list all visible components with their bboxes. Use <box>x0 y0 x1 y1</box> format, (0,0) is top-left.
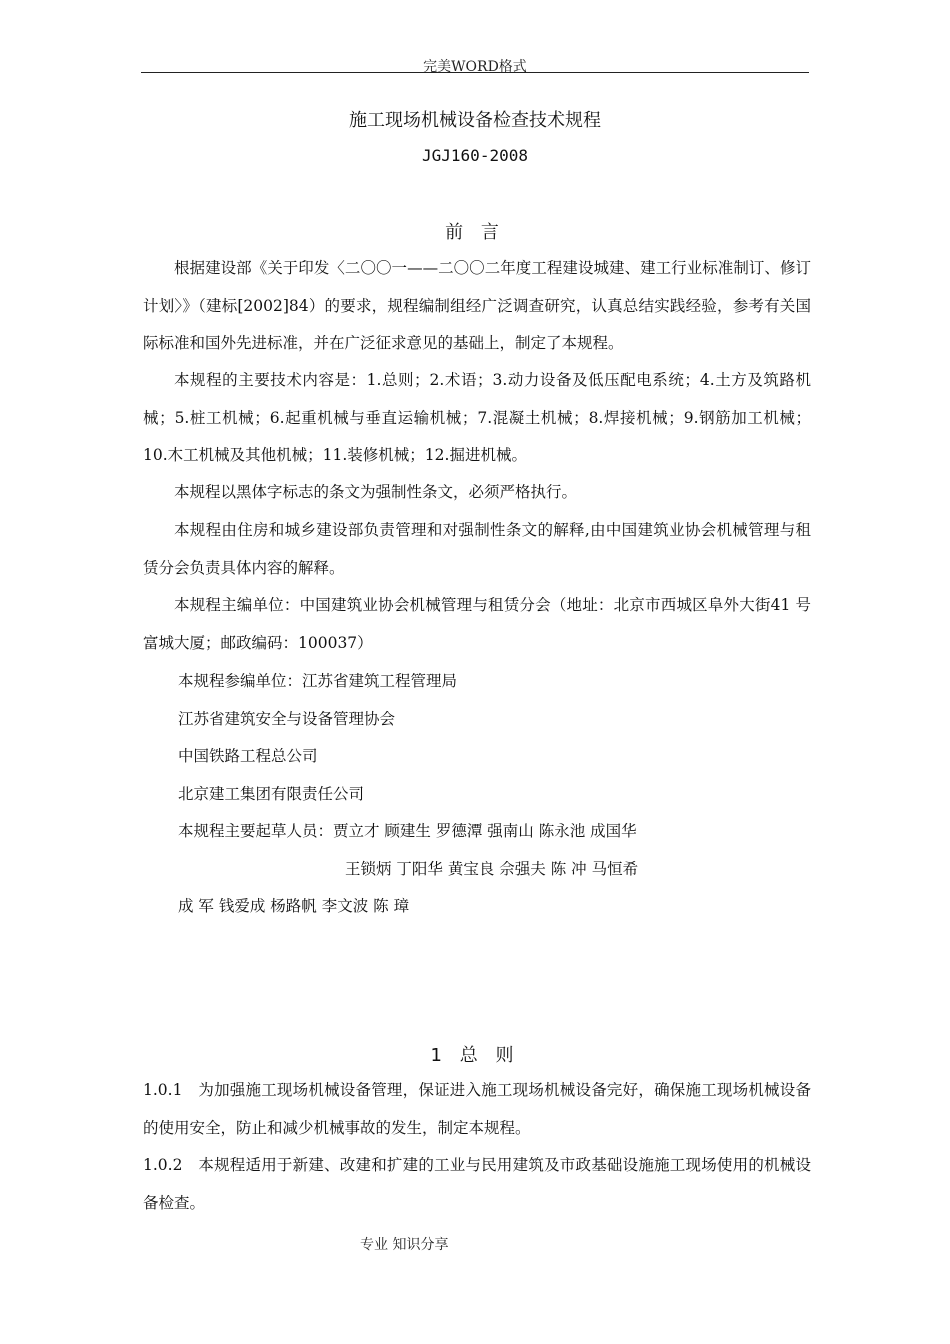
clause-1-0-2: 1.0.2 本规程适用于新建、改建和扩建的工业与民用建筑及市政基础设施施工现场使用的机械设备检查。 <box>143 1156 811 1212</box>
preface-paragraph-5: 本规程主编单位：中国建筑业协会机械管理与租赁分会（地址：北京市西城区阜外大街41 号富城大厦；邮政编码：100037） <box>143 596 811 652</box>
header-divider <box>141 72 809 73</box>
clause-1-0-1: 1.0.1 为加强施工现场机械设备管理，保证进入施工现场机械设备完好，确保施工现场机械设备的使用安全，防止和减少机械事故的发生，制定本规程。 <box>143 1081 811 1137</box>
participant-item: 中国铁路工程总公司 <box>178 747 318 765</box>
participants-label: 本规程参编单位：江苏省建筑工程管理局 <box>178 672 458 690</box>
participant-item: 北京建工集团有限责任公司 <box>178 785 365 803</box>
document-title: 施工现场机械设备检查技术规程 <box>349 110 601 131</box>
document-code: JGJ160-2008 <box>422 146 528 165</box>
drafters-line: 成 军 钱爱成 杨路帆 李文波 陈 璋 <box>178 897 410 915</box>
preface-paragraph-1: 根据建设部《关于印发〈二〇〇一——二〇〇二年度工程建设城建、建工行业标准制订、修订计划〉》（建标[2002]84）的要求，规程编制组经广泛调查研究，认真总结实践经验，参考有关国际标准和国外先进标准，并在广泛征求意见的基础上，制定了本规程。 <box>143 259 811 352</box>
participant-item: 江苏省建筑安全与设备管理协会 <box>178 710 396 728</box>
drafters-line: 王锁炳 丁阳华 黄宝良 佘强夫 陈 冲 马恒希 <box>345 860 639 878</box>
drafters-line: 本规程主要起草人员：贾立才 顾建生 罗德潭 强南山 陈永池 成国华 <box>178 822 637 840</box>
preface-heading: 前 言 <box>445 222 505 243</box>
chapter-heading: 1 总 则 <box>430 1045 520 1066</box>
page-header: 完美WORD格式 <box>423 59 527 75</box>
preface-paragraph-2: 本规程的主要技术内容是：1.总则；2.术语；3.动力设备及低压配电系统；4.土方及筑路机械；5.桩工机械；6.起重机械与垂直运输机械；7.混凝土机械；8.焊接机械；9.钢筋加工机械；10.木工机械及其他机械；11.装修机械；12.掘进机械。 <box>143 371 811 464</box>
page-footer: 专业 知识分享 <box>360 1237 449 1253</box>
preface-paragraph-4: 本规程由住房和城乡建设部负责管理和对强制性条文的解释,由中国建筑业协会机械管理与租赁分会负责具体内容的解释。 <box>143 521 811 577</box>
preface-paragraph-3: 本规程以黑体字标志的条文为强制性条文，必须严格执行。 <box>174 483 578 501</box>
